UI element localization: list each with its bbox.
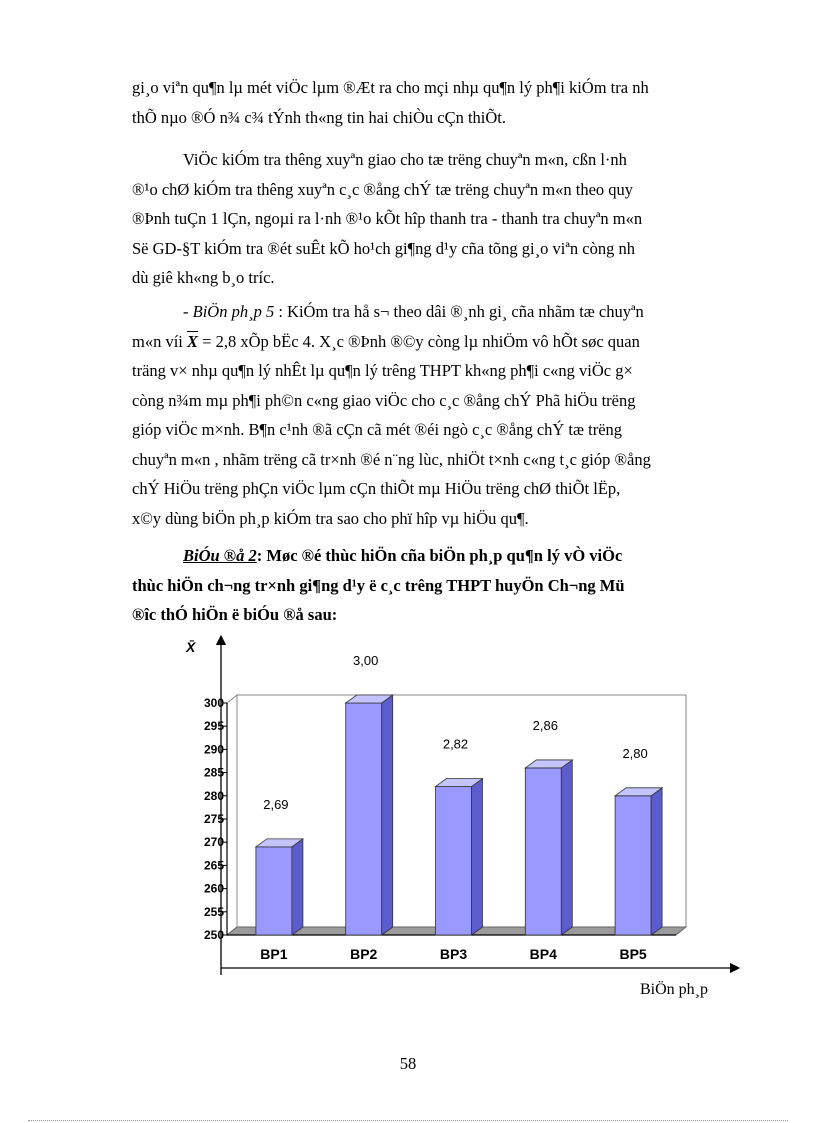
paragraph-line: ViÖc kiÓm tra thêng xuyªn giao cho tæ trëng chuyªn m«n, cßn l·nh [183,150,627,169]
line-text: = 2,8 xÕp bËc 4. X¸c ®Þnh ®©y còng lµ nhiÖm vô hÕt søc quan [198,331,640,351]
bar-front [615,796,651,935]
bar-front [346,703,382,935]
paragraph-line: dù giê kh«ng b¸o tríc. [132,268,275,287]
xbar-symbol: $\overline{X}$ [187,331,199,351]
paragraph-line: träng v× nhµ qu¶n lý nhÊt lµ qu¶n lý trêng THPT kh«ng ph¶i c«ng viÖc g× [132,361,633,380]
y-axis-label: X̄ [186,639,196,655]
chart-side-wall [227,695,237,935]
footer-divider [28,1120,788,1121]
paragraph-line: gi¸o viªn qu¶n lµ mét viÖc lµm ®Æt ra cho mçi nhµ qu¶n lý ph¶i kiÓm tra nh [132,78,649,97]
paragraph-line: Së GD-§T kiÓm tra ®ét suÊt kÕ ho¹ch gi¶ng d¹y cña tõng gi¸o viªn còng nh [132,238,635,258]
measure-label: BiÖn ph¸p 5 [192,302,275,321]
x-category-label: BP2 [350,946,378,962]
paragraph-line: x©y dùng biÖn ph¸p kiÓm tra sao cho phï hîp vµ hiÖu qu¶. [132,508,529,528]
y-tick-label: 275 [203,812,224,826]
y-tick-label: 280 [203,788,224,803]
paragraph-line: gióp viÖc m×nh. B¶n c¹nh ®ã cÇn cã mét ®éi ngò c¸c ®ång chÝ tæ trëng [132,420,623,439]
bar-data-label: 2,82 [442,736,469,752]
page-number: 58 [399,1054,417,1073]
y-tick-label: 290 [203,742,224,757]
bar-data-label: 3,00 [353,653,379,668]
y-tick-label: 250 [203,928,224,942]
bar-data-label: 2,80 [622,745,648,761]
bar-side [651,788,662,935]
paragraph-line: ®¹o chØ kiÓm tra thêng xuyªn c¸c ®ång chÝ tæ trëng chuyªn m«n theo quy [132,179,634,199]
x-category-label: BP1 [260,946,288,962]
bar-data-label: 2,69 [263,796,289,812]
paragraph-line: ®îc thÓ hiÖn ë biÓu ®å sau: [132,605,338,624]
line-text: : Møc ®é thùc hiÖn cña biÖn ph¸p qu¶n lý vÒ viÖc [256,546,623,565]
y-tick-label: 285 [203,765,224,780]
y-tick-label: 255 [203,904,224,919]
bar-side [561,760,572,935]
y-tick-label: 260 [203,881,224,896]
line-text: : KiÓm tra hå s¬ theo dâi ®¸nh gi¸ cña nhãm tæ chuyªn [274,302,644,321]
bar-side [292,839,303,935]
y-tick-label: 300 [203,696,224,710]
bar-front [525,768,561,935]
paragraph-line: thÕ nµo ®Ó n¾ c¾ tÝnh th«ng tin hai chiÒu cÇn thiÕt. [132,107,507,127]
paragraph-line: thùc hiÖn ch¬ng tr×nh gi¶ng d¹y ë c¸c trêng THPT huyÖn Ch¬ng Mü [132,575,625,595]
paragraph-line: chuyªn m«n , nhãm trëng cã tr×nh ®é n¨ng lùc, nhiÖt t×nh c«ng t¸c gióp ®ång [132,449,651,469]
bar-side [472,779,483,935]
bar-front [436,787,472,935]
list-dash: - [183,302,193,321]
chart-label: BiÓu ®å 2 [183,546,257,565]
bar-side [382,695,393,935]
paragraph-line: còng n¾m mµ ph¶i ph©n c«ng giao viÖc cho c¸c ®ång chÝ Phã hiÖu trëng [132,390,636,410]
x-axis-label: BiÖn ph¸p [640,981,708,998]
bar-data-label: 2,86 [532,717,558,733]
y-tick-label: 270 [203,835,224,850]
line-text: m«n víi [132,331,188,351]
x-category-label: BP5 [619,946,647,962]
paragraph-line: chÝ HiÖu trëng phÇn viÖc lµm cÇn thiÕt mµ HiÖu trëng chØ thiÕt lËp, [132,479,621,498]
x-category-label: BP3 [439,946,468,962]
paragraph-line: ®Þnh tuÇn 1 lÇn, ngoµi ra l·nh ®¹o kÕt hîp thanh tra - thanh tra chuyªn m«n [132,209,643,228]
y-tick-label: 265 [203,858,224,873]
x-category-label: BP4 [529,946,557,962]
bar-front [256,847,292,935]
y-tick-label: 295 [203,719,224,734]
